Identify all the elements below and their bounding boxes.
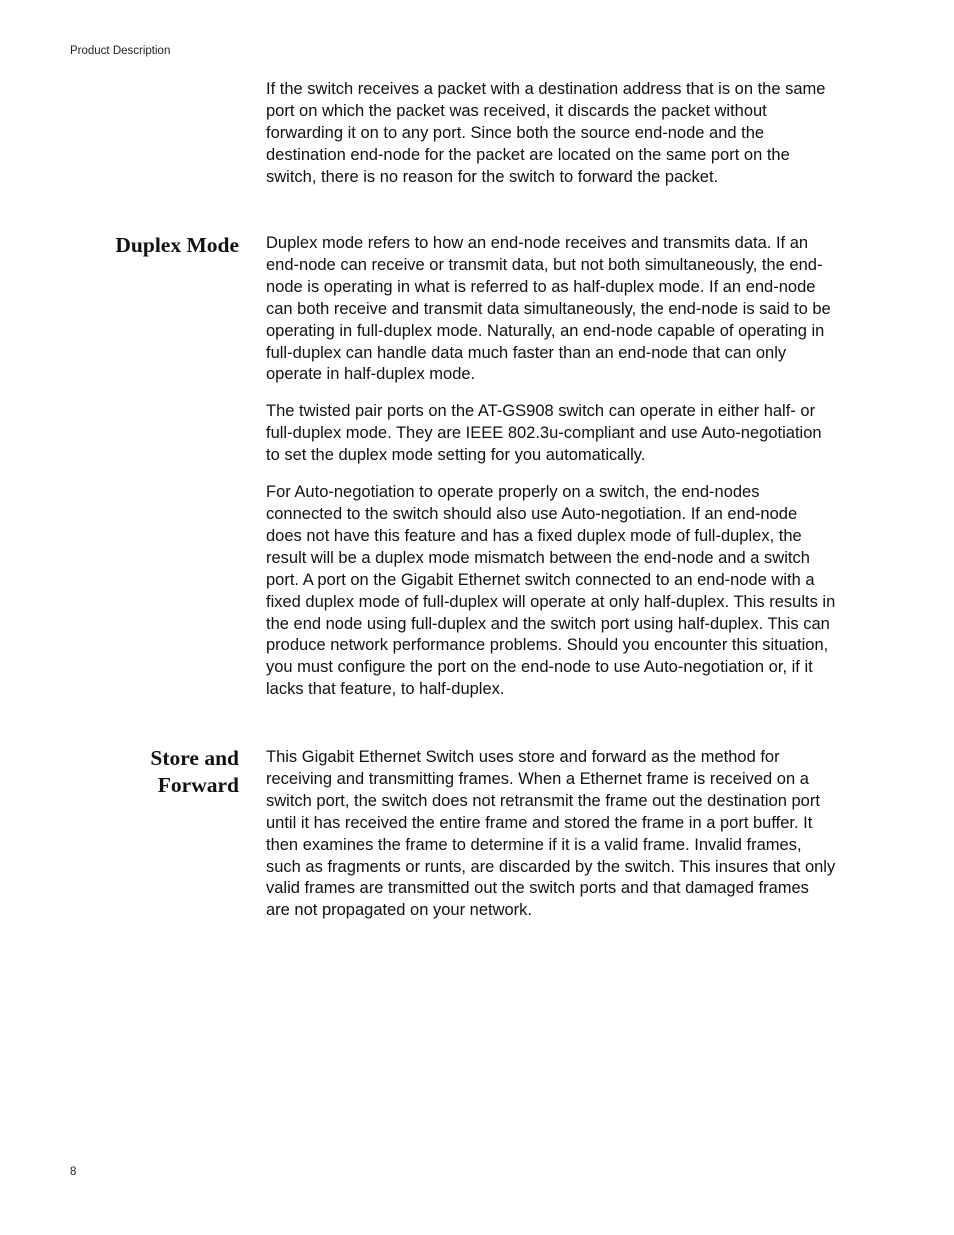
store-forward-paragraph-1: This Gigabit Ethernet Switch uses store and forward as the method for receiving and transmitting frames. When a Ethernet frame is received on a switch port, the switch does not retransmit the frame out the destination port until it has received the entire frame and stored the frame in a port buffer. It then examines the frame to determine if it is a valid frame. Invalid frames, such as fragments or runts, are discarded by the switch. This insures that only valid frames are transmitted out the switch ports and that damaged frames are not propagated on your network.	[266, 748, 836, 920]
duplex-paragraph-3: For Auto-negotiation to operate properly on a switch, the end-nodes connected to the switch should also use Auto-negotiation. If an end-node does not have this feature and has a fixed duplex mode of full-duplex, the result will be a duplex mode mismatch between the end-node and a switch port. A port on the Gigabit Ethernet switch connected to an end-node with a fixed duplex mode of full-duplex will operate at only half-duplex. This results in the end node using full-duplex and the switch port using half-duplex. This can produce network performance problems. Should you encounter this situation, you must configure the port on the end-node to use Auto-negotiation or, if it lacks that feature, to half-duplex.	[266, 483, 836, 699]
heading-line-1: Store and	[150, 746, 239, 770]
heading-line-2: Forward	[157, 773, 239, 797]
running-header: Product Description	[70, 45, 171, 57]
section-body-duplex-mode	[266, 233, 836, 701]
section-heading-duplex-mode: Duplex Mode	[115, 233, 239, 257]
duplex-paragraph-1: Duplex mode refers to how an end-node receives and transmits data. If an end-node can receive or transmit data, but not both simultaneously, the end-node is operating in what is referred to as half-duplex mode. If an end-node can both receive and transmit data simultaneously, the end-node is said to be operating in full-duplex mode. Naturally, an end-node capable of operating in full-duplex can handle data much faster than an end-node that can only operate in half-duplex mode.	[266, 234, 831, 384]
section-body-store-and-forward	[266, 747, 836, 922]
section-heading-store-and-forward	[150, 745, 239, 799]
page-number: 8	[70, 1166, 77, 1178]
intro-paragraph: If the switch receives a packet with a destination address that is on the same port on which the packet was received, it discards the packet without forwarding it on to any port. Since both the source end-node and the destination end-node for the packet are located on the same port on the switch, there is no reason for the switch to forward the packet.	[266, 80, 826, 186]
duplex-paragraph-2: The twisted pair ports on the AT-GS908 switch can operate in either half- or full-duplex mode. They are IEEE 802.3u-compliant and use Auto-negotiation to set the duplex mode setting for you automatically.	[266, 402, 822, 465]
